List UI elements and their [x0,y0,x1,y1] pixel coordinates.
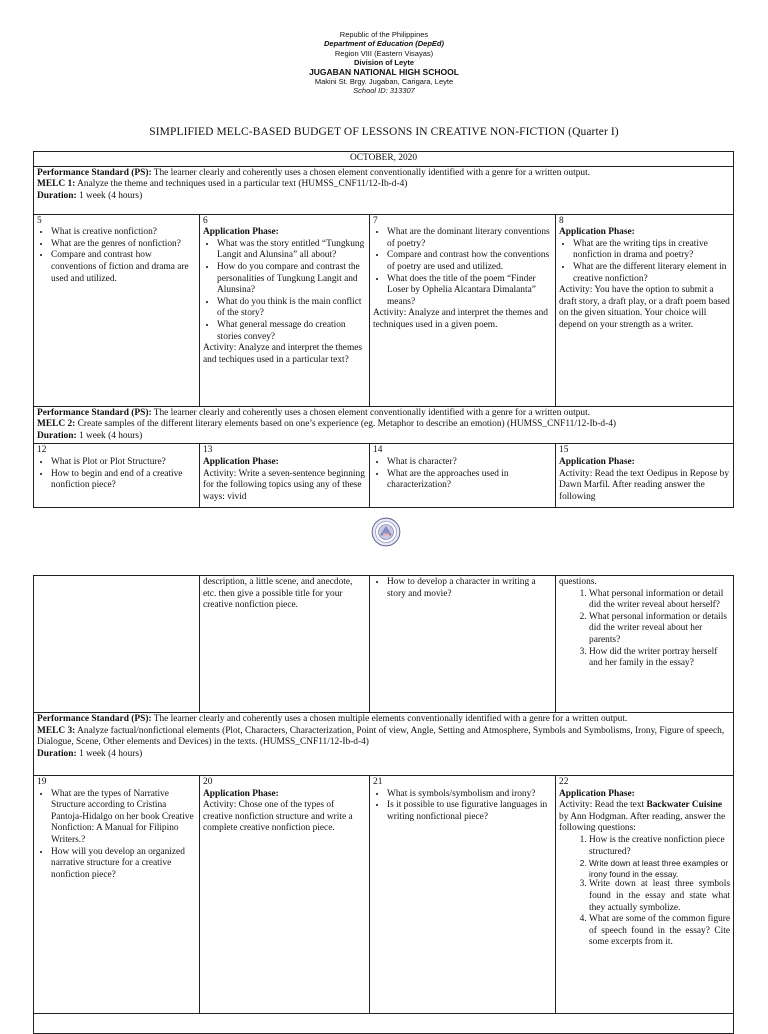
budget-of-lessons-table-page1 [33,151,734,508]
melc1-standards [34,166,734,214]
region-line: Region VIII (Eastern Visayas) [334,48,434,58]
activity-text: Activity: You have the option to submit a draft story, a draft play, or a draft poem based on the given situation. Your choice will depend on your strength as a writer. [559,285,730,330]
activity-text: Activity: Write a seven-sentence beginning for the following topics using any of these ways: vivid [203,468,365,502]
list-item: • Compare and contrast how conventions of fiction and drama are used and utilized. [51,250,196,285]
activity-text [559,800,730,835]
list-item: 3. How did the writer portray herself and her family in the essay? [589,647,730,670]
list-item: • How will you develop an organized narrative structure for a creative nonfiction piece? [51,847,196,882]
application-phase-label: Application Phase: [203,227,279,238]
question-list [203,239,366,343]
duration-text: 1 week (4 hours) [76,190,143,201]
question-list [373,577,552,600]
list-item: • How to develop a character in writing a story and movie? [387,577,552,600]
ps-label: Performance Standard (PS): [37,407,152,418]
day-13-cell-continued [200,576,370,713]
list-item: • What are the different literary element in creative nonfiction? [573,262,730,285]
month-heading: OCTOBER, 2020 [34,152,734,167]
duration-label: Duration: [37,190,77,201]
melc-label: MELC 3: [37,725,76,736]
duration-text: 1 week (4 hours) [76,430,143,441]
melc-2 [37,419,730,431]
activity-text: Activity: Chose one of the types of creative nonfiction structure and write a complete creative nonfiction piece. [203,800,353,834]
application-phase-label: Application Phase: [203,456,279,467]
duration-label: Duration: [37,748,77,759]
division-line: Division of Leyte [353,58,414,68]
list-item: 1. What personal information or detail did the writer reveal about herself? [589,589,730,612]
melc-label: MELC 1: [37,179,76,190]
list-item: • What are the genres of nonfiction? [51,239,196,251]
day-12-cell [34,444,200,508]
day-15-cell-continued [556,576,734,713]
performance-standard-3 [37,714,730,726]
day-number: 12 [37,445,47,456]
day-8-cell [556,214,734,406]
list-item: • What are the writing tips in creative nonfiction in drama and poetry? [573,239,730,262]
day-number: 15 [559,445,569,456]
activity-text: Activity: Analyze and interpret the themes and techniques used in a given poem. [373,308,548,330]
day-19-cell [34,776,200,1014]
list-item: 2. What personal information or details did the writer reveal about her parents? [589,612,730,647]
list-item: • What are the approaches used in characterization? [387,469,552,492]
day-6-cell [200,214,370,406]
ps-text: The learner clearly and coherently uses a chosen element conventionally identified with a genre for a written output. [151,167,591,178]
melc-text: Analyze factual/nonfictional elements (Plot, Characters, Characterization, Point of view, Angle, Setting and Atmosphere, Symbols and Symbolisms, Irony, Figure of speech, Dialogue, Scene, Other elements and Devices) in the texts. (HUMSS_CNF11/12-Ib-d-4) [37,725,725,748]
question-list [373,789,552,824]
question-list [559,239,730,285]
application-phase-label: Application Phase: [559,456,635,467]
day-14-cell [370,444,556,508]
question-list [37,457,196,492]
activity-text-pre: Activity: Read the text [559,800,647,811]
list-item: • What is Plot or Plot Structure? [51,457,196,469]
budget-of-lessons-table-page2 [33,575,734,1034]
application-phase-label: Application Phase: [203,788,279,799]
day-14-cell-continued [370,576,556,713]
day-7-cell [370,214,556,406]
numbered-question-list-sans [559,858,730,879]
day-number: 6 [203,215,208,226]
activity-text-continued: questions. [559,577,597,587]
day-5-cell [34,214,200,406]
numbered-question-list-justified [559,879,730,949]
application-phase-label: Application Phase: [559,788,635,799]
numbered-question-list [559,589,730,670]
melc-label: MELC 2: [37,419,76,430]
address-line: Makini St. Brgy. Jugaban, Carigara, Leyte [314,77,454,87]
list-item: 2. Write down at least three examples or irony found in the essay. [589,858,730,879]
question-list [373,457,552,492]
day-number: 8 [559,215,564,226]
day-number: 14 [373,445,383,456]
list-item: • What is character? [387,457,552,469]
school-id-line: School ID: 313307 [353,86,415,96]
duration-text: 1 week (4 hours) [76,748,143,759]
text-title: Backwater Cuisine [646,800,723,811]
list-item: • What does the title of the poem “Finder Loser by Ophelia Alcantara Dimalanta” means? [387,274,552,309]
day-number: 20 [203,777,213,787]
list-item: • How do you compare and contrast the personalities of Tungkung Langit and Alunsina? [217,262,366,297]
list-item: • What is creative nonfiction? [51,227,196,239]
list-item: 4. What are some of the common figure of speech found in the essay? Cite some excerpts from it. [589,914,730,949]
melc3-standards [34,713,734,776]
day-number: 7 [373,215,378,226]
ps-text: The learner clearly and coherently uses a chosen element conventionally identified with a genre for a written output. [151,407,591,418]
day-22-cell [556,776,734,1014]
list-item: 1. How is the creative nonfiction piece structured? [589,835,730,858]
day-15-cell [556,444,734,508]
school-name: JUGABAN NATIONAL HIGH SCHOOL [309,66,459,77]
duration-2 [37,431,730,443]
duration-label: Duration: [37,430,77,441]
department-line: Department of Education (DepEd) [323,39,444,49]
question-list [37,789,196,882]
day-21-cell [370,776,556,1014]
list-item: • How to begin and end of a creative nonfiction piece? [51,469,196,492]
list-item: • What is symbols/symbolism and irony? [387,789,552,801]
melc-1 [37,179,730,191]
day-number: 21 [373,777,383,787]
duration-3 [37,749,730,761]
list-item: • What general message do creation stories convey? [217,320,366,343]
day-number: 13 [203,445,213,456]
activity-text: Activity: Analyze and interpret the themes and techiques used in a particular text? [203,343,363,365]
list-item: 3. Write down at least three symbols found in the essay and state what they actually symbolize. [589,879,730,914]
question-list [37,227,196,285]
deped-seal-icon [371,517,401,547]
application-phase-label: Application Phase: [559,227,635,238]
melc-3 [37,726,730,749]
list-item: • What do you think is the main conflict of the story? [217,297,366,320]
melc-text: Analyze the theme and techniques used in a particular text (HUMSS_CNF11/12-Ib-d-4) [75,179,408,190]
day-number: 19 [37,777,47,787]
activity-text-continued: description, a little scene, and anecdote, etc. then give a possible title for your creative nonfiction piece. [203,577,353,611]
melc-text: Create samples of the different literary elements based on one’s experience (eg. Metaphor to describe an emotion) (HUMSS_CNF11/12-Ib-d-4) [75,419,617,430]
ps-label: Performance Standard (PS): [37,714,152,724]
ps-label: Performance Standard (PS): [37,167,152,178]
question-list [373,227,552,308]
document-title: SIMPLIFIED MELC-BASED BUDGET OF LESSONS IN CREATIVE NON-FICTION (Quarter I) [149,126,619,138]
day-number: 22 [559,777,569,787]
list-item: • What are the types of Narrative Structure according to Cristina Pantoja-Hidalgo on her book Creative Nonfiction: A Manual for Filipino Writers.? [51,789,196,847]
republic-line: Republic of the Philippines [339,30,429,39]
activity-text: Activity: Read the text Oedipus in Repose by Dawn Marfil. After reading answer the following [559,468,730,502]
list-item: • Compare and contrast how the conventions of poetry are used and utilized. [387,250,552,273]
ps-text: The learner clearly and coherently uses a chosen multiple elements conventionally identified with a genre for a written output. [151,714,628,724]
list-item: • Is it possible to use figurative languages in writing nonfictional piece? [387,800,552,823]
day-12-cell-continued [34,576,200,713]
day-20-cell [200,776,370,1014]
day-number: 5 [37,215,42,226]
melc2-standards [34,406,734,444]
numbered-question-list [559,835,730,858]
activity-text-post: by Ann Hodgman. After reading, answer the following questions: [559,811,726,834]
performance-standard-2 [37,408,730,420]
letterhead [0,30,768,96]
performance-standard-1 [37,168,730,180]
list-item: • What are the dominant literary conventions of poetry? [387,227,552,250]
day-13-cell [200,444,370,508]
duration-1 [37,191,730,203]
list-item: • What was the story entitled “Tungkung Langit and Alunsina” all about? [217,239,366,262]
